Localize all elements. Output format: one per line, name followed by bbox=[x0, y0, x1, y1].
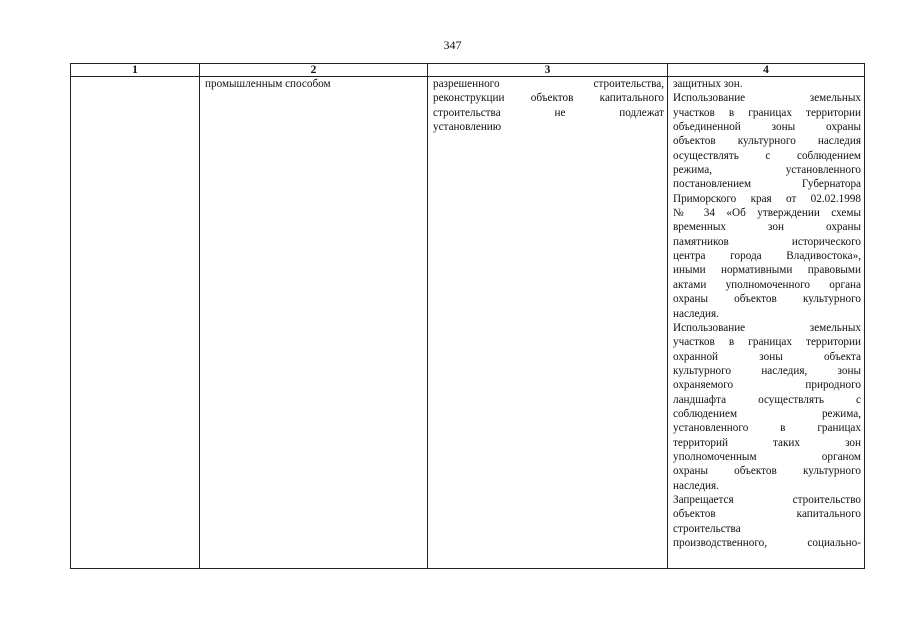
col4-line: уполномоченным органом bbox=[673, 450, 861, 463]
column-header-1: 1 bbox=[71, 64, 200, 77]
col4-line: иными нормативными правовыми bbox=[673, 264, 861, 277]
col4-line: ландшафта осуществлять с bbox=[673, 393, 861, 406]
col4-line: памятников исторического bbox=[673, 235, 861, 248]
column-header-3: 3 bbox=[428, 64, 668, 77]
col4-line: режима, установленного bbox=[673, 164, 861, 177]
col4-line: производственного, социально- bbox=[673, 537, 861, 549]
col3-line: установлению bbox=[433, 121, 502, 134]
col4-line: охраняемого природного bbox=[673, 379, 861, 392]
col4-line: актами уполномоченного органа bbox=[673, 278, 861, 291]
col4-line: объектов культурного наследия bbox=[673, 135, 861, 148]
column-header-2: 2 bbox=[200, 64, 428, 77]
col4-line: охранной зоны объекта bbox=[673, 350, 861, 363]
table-header-row bbox=[71, 64, 865, 77]
col4-text bbox=[673, 77, 861, 550]
col4-line: объектов капитального bbox=[673, 508, 861, 521]
col4-line: участков в границах территории bbox=[673, 106, 861, 119]
col4-line: культурного наследия, зоны bbox=[673, 364, 861, 377]
col4-line: наследия. bbox=[673, 479, 719, 492]
col4-line: № 34 «Об утверждении схемы bbox=[673, 207, 861, 220]
col4-line: охраны объектов культурного bbox=[673, 293, 861, 306]
col4-line: соблюдением режима, bbox=[673, 407, 861, 420]
col2-text: промышленным способом bbox=[205, 78, 331, 90]
col4-line: временных зон охраны bbox=[673, 221, 861, 234]
col4-line: охраны объектов культурного bbox=[673, 465, 861, 478]
col3-line: разрешенного строительства, bbox=[433, 78, 664, 90]
cell-col2 bbox=[200, 77, 428, 569]
col4-line: постановлением Губернатора bbox=[673, 178, 861, 191]
col4-line: установленного в границах bbox=[673, 422, 861, 435]
col4-line: осуществлять с соблюдением bbox=[673, 149, 861, 162]
table-row bbox=[71, 77, 865, 569]
page-number: 347 bbox=[443, 38, 462, 52]
cell-col1 bbox=[71, 77, 200, 569]
col4-line: территорий таких зон bbox=[673, 436, 861, 449]
col4-line: Использование земельных bbox=[673, 321, 861, 334]
col4-line: Запрещается строительство bbox=[673, 493, 861, 506]
col4-line: центра города Владивостока», bbox=[673, 250, 861, 263]
cell-col3 bbox=[428, 77, 668, 569]
regulation-table bbox=[70, 63, 865, 569]
col4-line: строительства bbox=[673, 522, 741, 535]
col4-line: наследия. bbox=[673, 307, 719, 320]
col4-line: Использование земельных bbox=[673, 92, 861, 105]
col3-line: строительства не подлежат bbox=[433, 106, 664, 119]
col4-line: участков в границах территории bbox=[673, 336, 861, 349]
cell-col4 bbox=[668, 77, 865, 569]
col4-line: Приморского края от 02.02.1998 bbox=[673, 192, 861, 205]
column-header-4: 4 bbox=[668, 64, 865, 77]
col4-line: объединенной зоны охраны bbox=[673, 121, 861, 134]
col4-line: защитных зон. bbox=[673, 78, 743, 90]
col3-line: реконструкции объектов капитального bbox=[433, 92, 664, 105]
